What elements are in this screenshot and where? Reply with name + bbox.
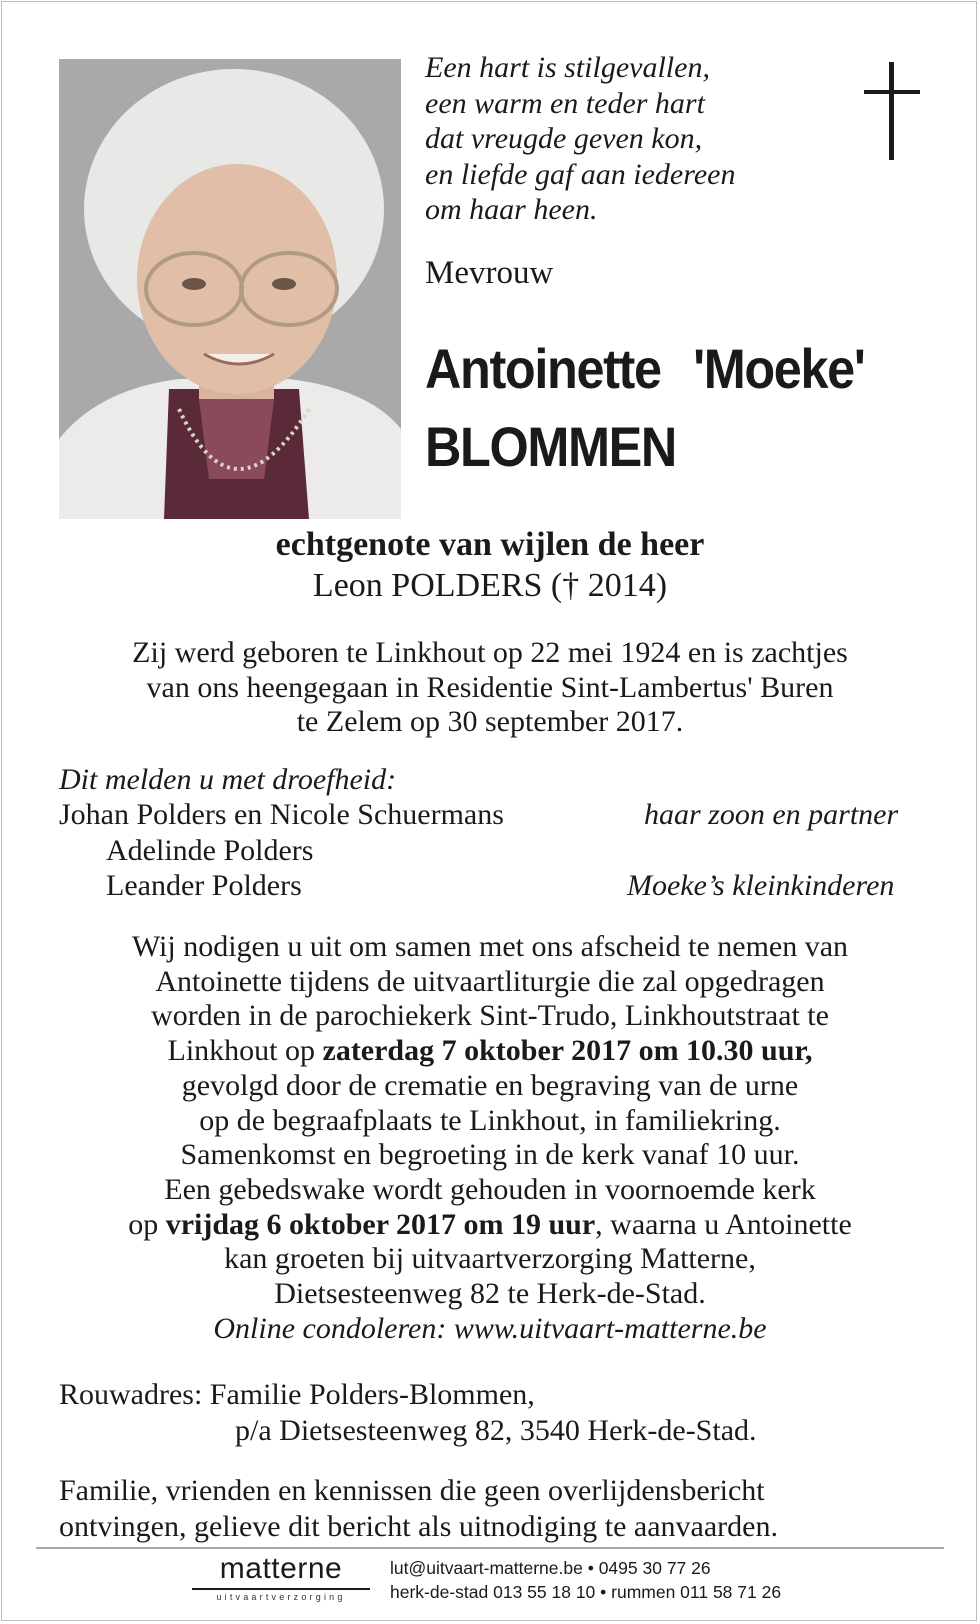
text-line: Samenkomst en begroeting in de kerk vanaf 10 uur. <box>180 1138 800 1172</box>
invitation-text <box>0 930 980 1346</box>
spouse-line2: Leon POLDERS († 2014) <box>312 567 668 604</box>
funeral-datetime: zaterdag 7 oktober 2017 om 10.30 uur, <box>322 1034 813 1068</box>
spouse-line1: echtgenote van wijlen de heer <box>275 526 705 563</box>
portrait-photo <box>59 59 401 519</box>
contact-line2: herk-de-stad 013 55 18 10 • rummen 011 58 71 26 <box>390 1582 782 1602</box>
surname: BLOMMEN <box>425 415 676 478</box>
logo-brand: matterne <box>219 1552 343 1585</box>
text-line: Wij nodigen u uit om samen met ons afscheid te nemen van <box>131 930 849 963</box>
poem-line: om haar heen. <box>425 193 598 226</box>
mourner-name: Leander Polders <box>106 869 302 902</box>
text-line: Familie, vrienden en kennissen die geen overlijdensbericht <box>59 1474 765 1507</box>
text-line: Antoinette tijdens de uitvaartliturgie die zal opgedragen <box>155 964 825 998</box>
poem-line: en liefde gaf aan iedereen <box>425 157 736 191</box>
address-line2: p/a Dietsesteenweg 82, 3540 Herk-de-Stad. <box>235 1414 757 1447</box>
honorific: Mevrouw <box>425 255 554 291</box>
text-span: op <box>128 1207 166 1241</box>
mourner-role: Moeke’s kleinkinderen <box>627 869 895 902</box>
mourner-name: Adelinde Polders <box>106 834 314 867</box>
first-name: Antoinette <box>425 337 661 400</box>
mourners-intro: Dit melden u met droefheid: <box>59 763 397 796</box>
mourning-address <box>59 1377 757 1449</box>
deceased-name <box>425 330 864 486</box>
text-span: Linkhout op <box>167 1034 323 1068</box>
closing-note <box>59 1473 778 1545</box>
text-line: Dietsesteenweg 82 te Herk-de-Stad. <box>274 1277 706 1311</box>
logo-subtitle: uitvaartverzorging <box>216 1592 346 1602</box>
wake-datetime: vrijdag 6 oktober 2017 om 19 uur <box>165 1207 596 1241</box>
spouse-info <box>0 524 980 606</box>
nickname: 'Moeke' <box>693 337 865 400</box>
text-line: van ons heengegaan in Residentie Sint-Lambertus' Buren <box>146 670 834 704</box>
text-line: gevolgd door de crematie en begraving van de urne <box>181 1068 799 1102</box>
cross-icon <box>864 62 920 160</box>
text-line <box>0 1034 980 1069</box>
text-line: worden in de parochiekerk Sint-Trudo, Linkhoutstraat te <box>151 999 829 1033</box>
portrait-illustration <box>59 59 401 519</box>
mourner-name: Johan Polders en Nicole Schuermans <box>59 798 504 831</box>
text-span: , waarna u Antoinette <box>595 1207 852 1241</box>
poem-line: een warm en teder hart <box>425 86 705 120</box>
contact-line1: lut@uitvaart-matterne.be • 0495 30 77 26 <box>390 1558 711 1578</box>
poem <box>425 50 735 228</box>
text-line: ontvingen, gelieve dit bericht als uitnodiging te aanvaarden. <box>59 1510 778 1543</box>
text-line <box>0 1208 980 1243</box>
text-line: te Zelem op 30 september 2017. <box>296 705 684 738</box>
text-line: Een gebedswake wordt gehouden in voornoemde kerk <box>164 1172 816 1206</box>
deceased-name-line1 <box>425 330 864 408</box>
online-condolence-link[interactable]: Online condoleren: www.uitvaart-matterne.be <box>213 1311 767 1345</box>
poem-line: dat vreugde geven kon, <box>425 122 703 155</box>
text-line: kan groeten bij uitvaartverzorging Matterne, <box>224 1242 756 1276</box>
mourner-role: haar zoon en partner <box>644 798 899 831</box>
text-line: op de begraafplaats te Linkhout, in familiekring. <box>199 1103 781 1137</box>
poem-line: Een hart is stilgevallen, <box>425 51 710 84</box>
birth-death-text <box>0 636 980 740</box>
footer-divider <box>36 1547 944 1549</box>
footer-contact <box>390 1556 781 1604</box>
matterne-logo <box>192 1552 370 1602</box>
logo-bar <box>192 1588 370 1590</box>
address-line1: Rouwadres: Familie Polders-Blommen, <box>59 1378 535 1411</box>
text-line: Zij werd geboren te Linkhout op 22 mei 1924 en is zachtjes <box>132 636 848 669</box>
